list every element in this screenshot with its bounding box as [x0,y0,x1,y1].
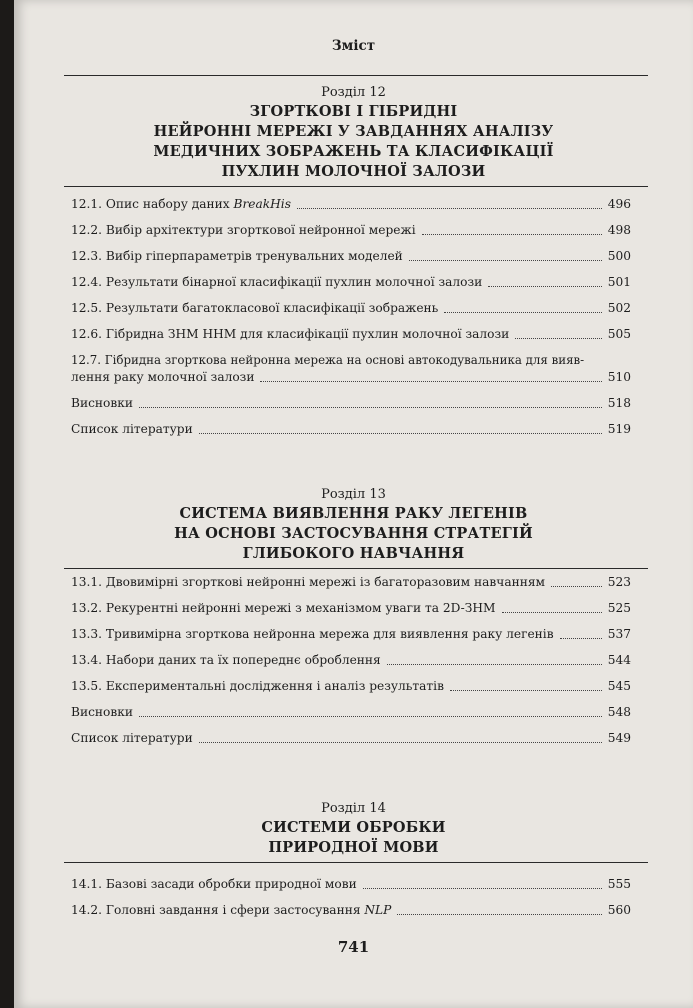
toc-entry[interactable]: 13.2. Рекурентні нейронні мережі з механізмом уваги та 2D-ЗНМ 525 [71,601,631,615]
toc-entry[interactable]: 13.5. Експериментальні дослідження і аналіз результатів 545 [71,679,631,693]
toc-entry[interactable]: 12.1. Опис набору даних BreakHis 496 [71,197,631,211]
toc-entry[interactable]: 12.5. Результати багатокласової класифікації зображень 502 [71,301,631,315]
page-ref: 500 [607,249,631,263]
page-ref: 519 [607,422,631,436]
section-title-line: НА ОСНОВІ ЗАСТОСУВАННЯ СТРАТЕГІЙ [174,525,533,542]
section-title-line: ПУХЛИН МОЛОЧНОЇ ЗАЛОЗИ [221,163,486,180]
leader-dots [297,208,602,209]
page-ref: 560 [607,903,631,917]
toc-entry[interactable]: 13.3. Тривимірна згорткова нейронна мережа для виявлення раку легенів 537 [71,627,631,641]
leader-dots [409,260,602,261]
page-ref: 518 [607,396,631,410]
page-ref: 545 [607,679,631,693]
leader-dots [139,716,602,717]
section-12-entries [71,196,631,447]
book-page [14,0,693,1008]
section-13-entries [71,574,631,756]
page-ref: 502 [607,301,631,315]
leader-dots [515,338,601,339]
page-ref: 505 [607,327,631,341]
toc-entry[interactable]: Висновки 548 [71,705,631,719]
section-title-line: СИСТЕМА ВИЯВЛЕННЯ РАКУ ЛЕГЕНІВ [179,505,528,522]
section-13-header [14,486,693,569]
section-title-line: ЗГОРТКОВІ І ГІБРИДНІ [249,103,458,120]
toc-entry[interactable]: Висновки 518 [71,396,631,410]
leader-dots [260,381,601,382]
top-rule [64,75,648,76]
toc-entry[interactable]: 13.1. Двовимірні згорткові нейронні мережі із багаторазовим навчанням 523 [71,575,631,589]
section-12-header [14,84,693,187]
page-number: 741 [337,938,370,956]
toc-entry[interactable]: 14.1. Базові засади обробки природної мови 555 [71,877,631,891]
page-ref: 498 [607,223,631,237]
toc-entry[interactable]: 14.2. Головні завдання і сфери застосування NLP 560 [71,903,631,917]
section-label: Розділ 14 [321,801,386,816]
section-title-line: ПРИРОДНОЇ МОВИ [268,839,439,856]
section-rule [64,862,648,863]
leader-dots [560,638,602,639]
toc-entry[interactable]: 12.6. Гібридна ЗНМ ННМ для класифікації пухлин молочної залози 505 [71,327,631,341]
toc-entry[interactable]: 13.4. Набори даних та їх попереднє оброблення 544 [71,653,631,667]
leader-dots [199,433,602,434]
page-ref: 555 [607,877,631,891]
page-ref: 523 [607,575,631,589]
toc-entry[interactable]: Список літератури 549 [71,731,631,745]
toc-entry[interactable]: 12.2. Вибір архітектури згорткової нейронної мережі 498 [71,223,631,237]
leader-dots [488,286,601,287]
leader-dots [363,888,602,889]
section-label: Розділ 12 [321,85,386,100]
toc-entry[interactable]: 12.4. Результати бінарної класифікації пухлин молочної залози 501 [71,275,631,289]
leader-dots [199,742,602,743]
section-rule [64,568,648,569]
section-title-line: СИСТЕМИ ОБРОБКИ [261,819,446,836]
page-ref: 496 [607,197,631,211]
section-14-header [14,800,693,863]
page-ref: 525 [607,601,631,615]
page-ref: 548 [607,705,631,719]
running-head: Зміст [331,38,376,54]
section-title-line: МЕДИЧНИХ ЗОБРАЖЕНЬ ТА КЛАСИФІКАЦІЇ [153,143,554,160]
page-ref: 549 [607,731,631,745]
toc-entry[interactable]: 12.3. Вибір гіперпараметрів тренувальних моделей 500 [71,249,631,263]
toc-entry[interactable]: 12.7. Гібридна згорткова нейронна мережа на основі автокодувальника для вияв- лення раку молочної залози 510 [71,353,631,384]
leader-dots [444,312,601,313]
leader-dots [422,234,602,235]
leader-dots [397,914,601,915]
leader-dots [139,407,602,408]
leader-dots [450,690,602,691]
section-title-line: ГЛИБОКОГО НАВЧАННЯ [242,545,465,562]
page-ref: 501 [607,275,631,289]
page-ref: 544 [607,653,631,667]
section-rule [64,186,648,187]
leader-dots [387,664,602,665]
section-label: Розділ 13 [321,487,386,502]
leader-dots [551,586,602,587]
section-title-line: НЕЙРОННІ МЕРЕЖІ У ЗАВДАННЯХ АНАЛІЗУ [153,123,554,140]
page-ref: 510 [607,370,631,384]
toc-entry[interactable]: Список літератури 519 [71,422,631,436]
leader-dots [502,612,602,613]
page-ref: 537 [607,627,631,641]
section-14-entries [71,876,631,928]
